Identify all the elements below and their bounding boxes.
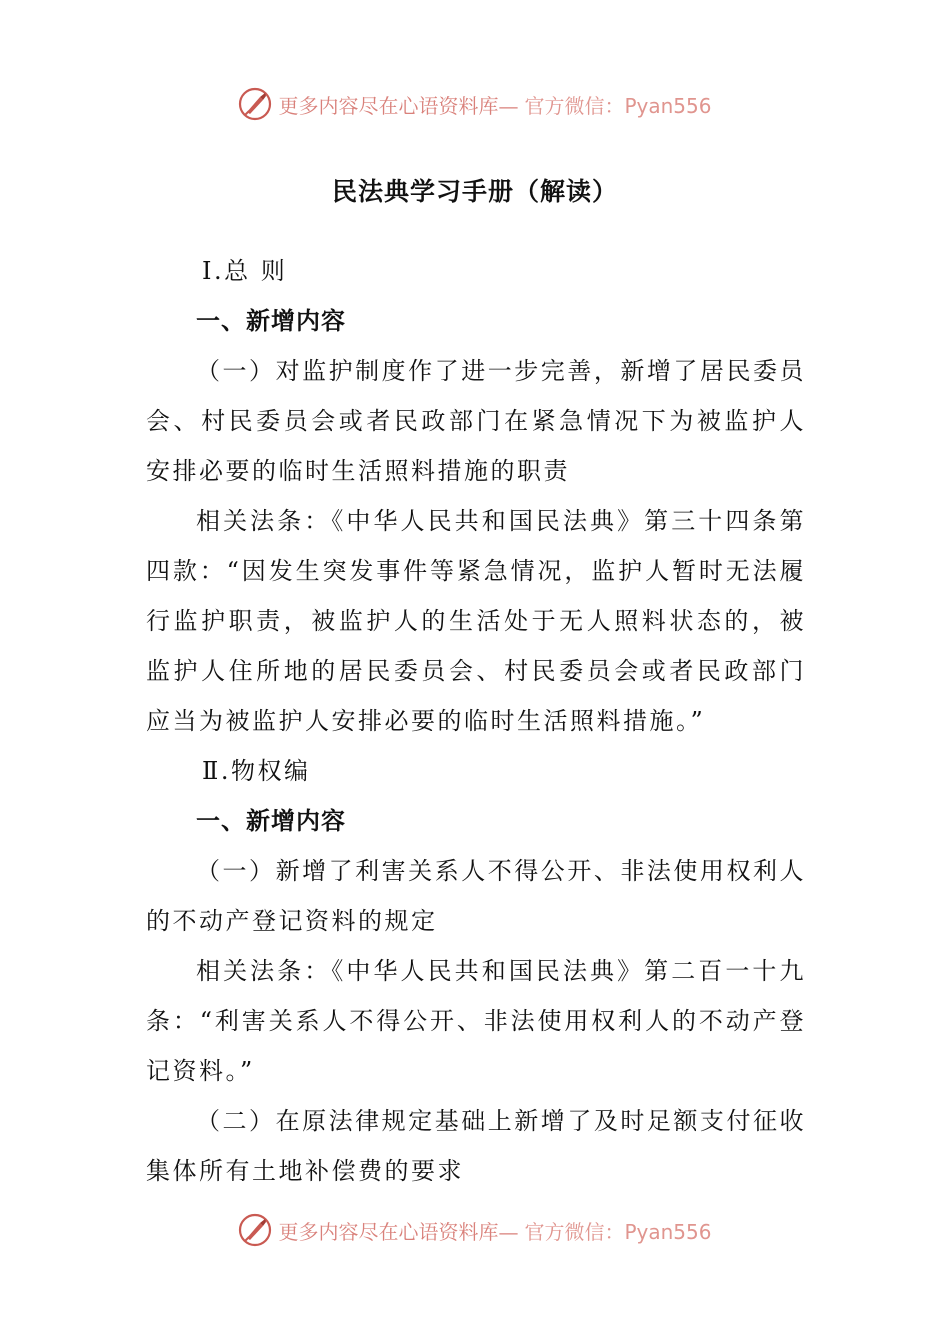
quill-logo-icon bbox=[238, 1213, 272, 1247]
page-title: 民法典学习手册（解读） bbox=[331, 177, 618, 206]
watermark-main-text: 更多内容尽在心语资料库— bbox=[278, 93, 519, 118]
watermark-wechat-text: 官方微信：Pyan556 bbox=[524, 93, 712, 118]
quill-logo-icon bbox=[238, 87, 272, 121]
paragraph-item: （一）对监护制度作了进一步完善，新增了居民委员会、村民委员会或者民政部门在紧急情况下为被监护人安排必要的临时生活照料措施的职责 bbox=[146, 357, 806, 485]
watermark-main-text: 更多内容尽在心语资料库— bbox=[278, 1219, 519, 1244]
paragraph-law-citation: 相关法条：《中华人民共和国民法典》第二百一十九条：“利害关系人不得公开、非法使用权利人的不动产登记资料。” bbox=[146, 957, 806, 1085]
section-heading-general: Ⅰ.总 则 bbox=[202, 257, 288, 285]
document-body bbox=[146, 246, 806, 1196]
paragraph-law-citation: 相关法条：《中华人民共和国民法典》第三十四条第四款：“因发生突发事件等紧急情况，监护人暂时无法履行监护职责，被监护人的生活处于无人照料状态的，被监护人住所地的居民委员会、村民委员会或者民政部门应当为被监护人安排必要的临时生活照料措施。” bbox=[146, 507, 806, 735]
watermark-banner-top bbox=[0, 84, 950, 124]
paragraph-item: （一）新增了利害关系人不得公开、非法使用权利人的不动产登记资料的规定 bbox=[146, 857, 806, 935]
subheading-new-content: 一、新增内容 bbox=[196, 807, 346, 835]
watermark-wechat-text: 官方微信：Pyan556 bbox=[524, 1219, 712, 1244]
subheading-new-content: 一、新增内容 bbox=[196, 307, 346, 335]
section-heading-property: Ⅱ.物权编 bbox=[202, 757, 311, 785]
watermark-banner-bottom bbox=[0, 1210, 950, 1250]
paragraph-item: （二）在原法律规定基础上新增了及时足额支付征收集体所有土地补偿费的要求 bbox=[146, 1107, 806, 1185]
